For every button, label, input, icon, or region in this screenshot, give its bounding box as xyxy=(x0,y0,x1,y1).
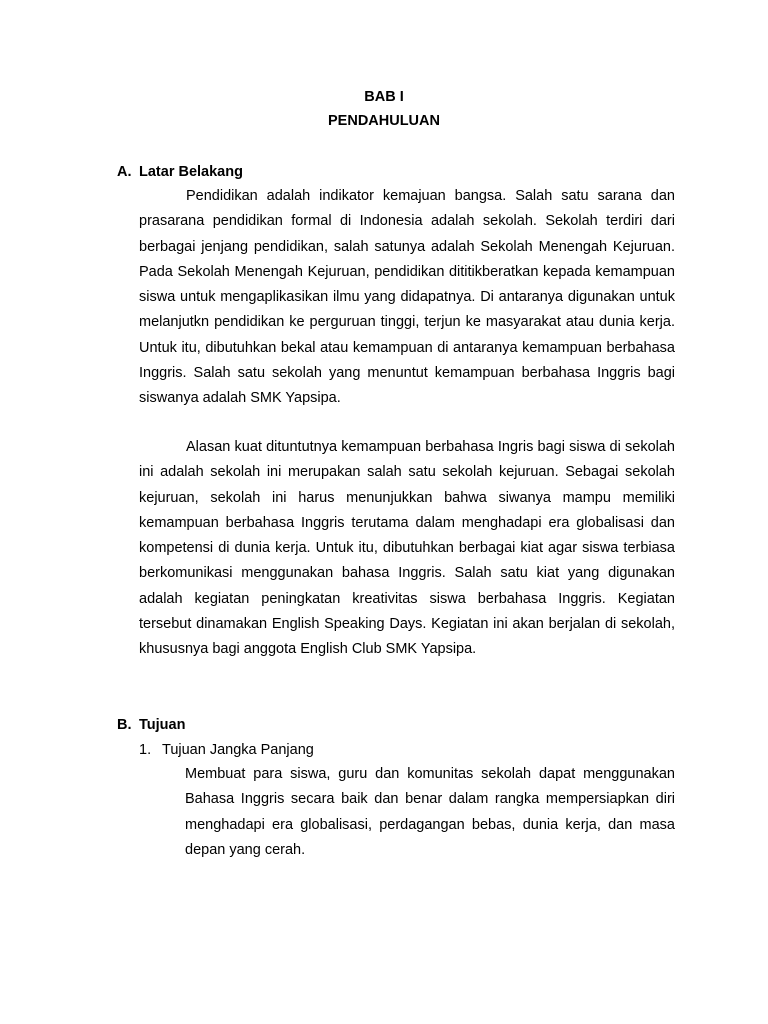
section-b-letter: B. xyxy=(117,717,132,733)
section-a-paragraph-1: Pendidikan adalah indikator kemajuan bangsa. Salah satu sarana dan prasarana pendidikan formal di Indonesia adalah sekolah. Sekolah terdiri dari berbagai jenjang pendidikan, salah satunya adalah Sekolah Menengah Kejuruan. Pada Sekolah Menengah Kejuruan, pendidikan dititikberatkan kepada kemampuan siswa untuk mengaplikasikan ilmu yang didapatnya. Di antaranya digunakan untuk melanjutkn pendidikan ke perguruan tinggi, terjun ke masyarakat atau dunia kerja. Untuk itu, dibutuhkan bekal atau kemampuan di antaranya kemampuan berbahasa Inggris. Salah satu sekolah yang menuntut kemampuan berbahasa Inggris bagi siswanya adalah SMK Yapsipa. xyxy=(139,188,675,407)
section-b-heading xyxy=(117,716,185,734)
chapter-number: BAB I xyxy=(364,89,404,105)
chapter-title: PENDAHULUAN xyxy=(328,113,440,129)
section-a-heading xyxy=(117,163,243,181)
section-a-title: Latar Belakang xyxy=(139,164,243,180)
section-b-item-1-heading xyxy=(139,741,314,759)
section-b-item-1-title: Tujuan Jangka Panjang xyxy=(162,742,314,758)
section-a-letter: A. xyxy=(117,164,132,180)
section-b-item-1-text: Membuat para siswa, guru dan komunitas sekolah dapat menggunakan Bahasa Inggris secara baik dan benar dalam rangka mempersiapkan diri menghadapi era globalisasi, perdagangan bebas, dunia kerja, dan masa depan yang cerah. xyxy=(185,766,675,858)
section-b-title: Tujuan xyxy=(139,717,186,733)
section-b-item-1-number: 1. xyxy=(139,742,152,758)
section-a-paragraph-2: Alasan kuat dituntutnya kemampuan berbahasa Ingris bagi siswa di sekolah ini adalah sekolah ini merupakan salah satu sekolah kejuruan. Sebagai sekolah kejuruan, sekolah ini harus menunjukkan bahwa siwanya mampu memiliki kemampuan berbahasa Inggris terutama dalam menghadapi era globalisasi dan kompetensi di dunia kerja. Untuk itu, dibutuhkan berbagai kiat agar siswa terbiasa berkomunikasi menggunakan bahasa Inggris. Salah satu kiat yang digunakan adalah kegiatan peningkatan kreativitas siswa berbahasa Inggris. Kegiatan tersebut dinamakan English Speaking Days. Kegiatan ini akan berjalan di sekolah, khususnya bagi anggota English Club SMK Yapsipa. xyxy=(139,439,675,658)
